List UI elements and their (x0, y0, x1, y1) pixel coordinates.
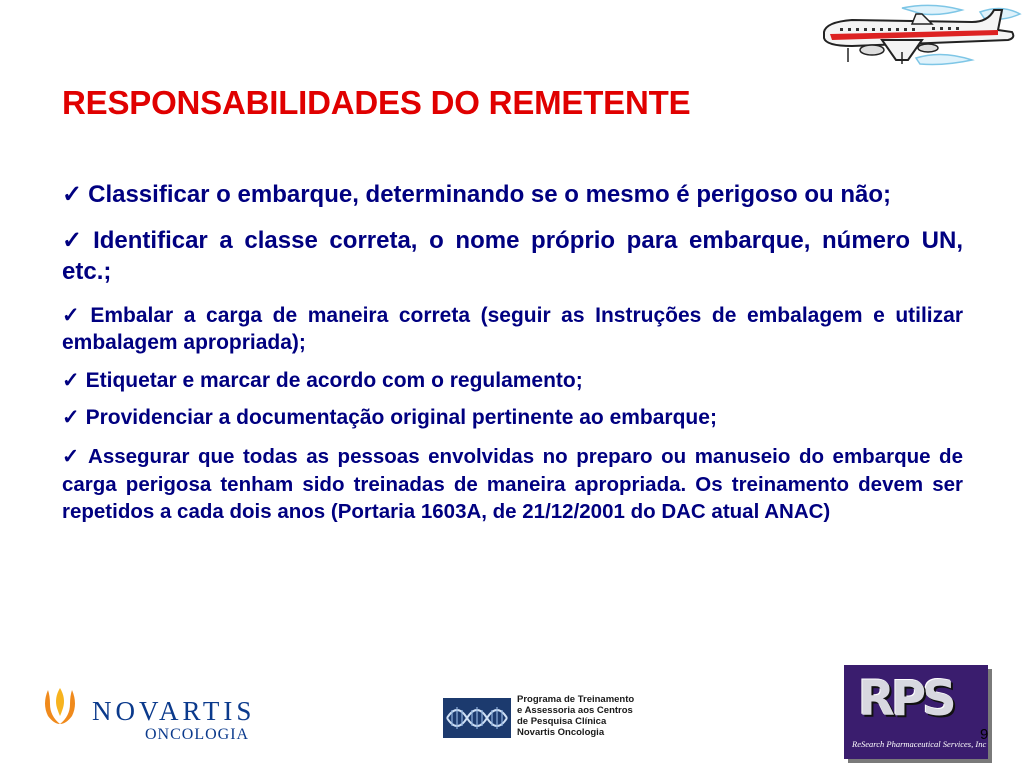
novartis-flame-icon (40, 686, 80, 726)
bullet-text: Embalar a carga de maneira correta (seguir as Instruções de embalagem e utilizar embalagem apropriada); (62, 303, 963, 354)
bullet-text: Etiquetar e marcar de acordo com o regulamento; (85, 368, 583, 392)
dna-helix-icon (443, 698, 511, 738)
novartis-logo (40, 686, 280, 746)
program-text (517, 694, 634, 738)
list-item (62, 443, 963, 525)
airplane-icon (812, 0, 1024, 72)
novartis-subbrand: ONCOLOGIA (145, 726, 250, 743)
bullet-text: Assegurar que todas as pessoas envolvidas no preparo ou manuseio do embarque de carga perigosa tenham sido treinadas de maneira apropriada. Os treinamento devem ser repetidos a cada dois anos (Portaria 1603A, de 21/12/2001 do DAC atual ANAC) (62, 445, 963, 523)
page-title: RESPONSABILIDADES DO REMETENTE (62, 84, 691, 121)
checkmark-icon: ✓ (62, 368, 80, 392)
checkmark-icon: ✓ (62, 226, 88, 254)
rps-logo (844, 665, 994, 760)
checkmark-icon: ✓ (62, 406, 80, 430)
program-line: Novartis Oncologia (517, 727, 605, 738)
checkmark-icon: ✓ (62, 303, 85, 327)
program-line: Programa de Treinamento (517, 694, 635, 705)
page-number: 9 (980, 726, 989, 743)
list-item (62, 405, 963, 432)
list-item (62, 303, 963, 357)
program-logo (443, 694, 643, 742)
checkmark-icon: ✓ (62, 181, 83, 208)
list-item (62, 226, 963, 288)
bullet-list (62, 180, 963, 535)
checkmark-icon: ✓ (62, 445, 83, 469)
program-line: de Pesquisa Clínica (517, 716, 607, 727)
bullet-text: Providenciar a documentação original pertinente ao embarque; (85, 406, 717, 430)
program-line: e Assessoria aos Centros (517, 705, 633, 716)
bullet-text: Identificar a classe correta, o nome próprio para embarque, número UN, etc.; (62, 226, 963, 285)
list-item (62, 180, 963, 211)
bullet-text: Classificar o embarque, determinando se o mesmo é perigoso ou não; (88, 181, 891, 208)
rps-tagline: ReSearch Pharmaceutical Services, Inc (852, 739, 987, 749)
list-item (62, 368, 963, 395)
rps-letters: RPS (858, 671, 953, 727)
novartis-brand: NOVARTIS (92, 696, 256, 726)
